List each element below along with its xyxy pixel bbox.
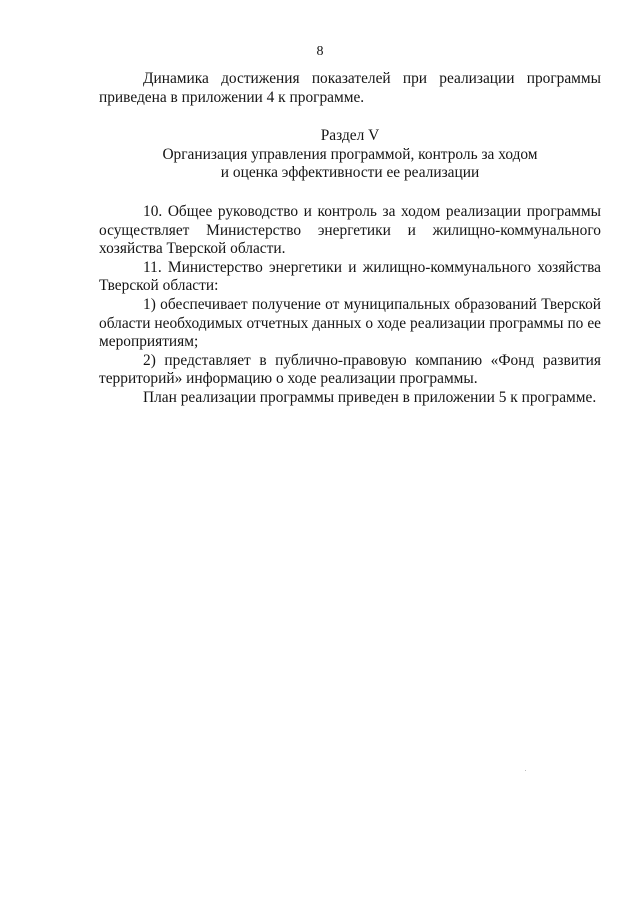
section-heading-line-1: Организация управления программой, контроль за ходом: [162, 145, 538, 163]
page-number: 8: [316, 44, 324, 59]
scan-speck: [525, 770, 526, 771]
document-body: [99, 70, 601, 408]
paragraph-plan: План реализации программы приведен в приложении 5 к программе.: [143, 388, 597, 406]
paragraph-11-item-2: 2) представляет в публично-правовую компанию «Фонд развития территорий» информацию о ходе реализации программы.: [99, 351, 601, 388]
section-title: Раздел V: [320, 127, 380, 145]
paragraph-11-item-1: 1) обеспечивает получение от муниципальных образований Тверской области необходимых отчетных данных о ходе реализации программы по ее мероприятиям;: [99, 295, 601, 351]
section-heading-line-2: и оценка эффективности ее реализации: [220, 164, 480, 182]
section-header: [99, 127, 601, 183]
paragraph-11: 11. Министерство энергетики и жилищно-коммунального хозяйства Тверской области:: [99, 258, 601, 295]
paragraph-10: 10. Общее руководство и контроль за ходом реализации программы осуществляет Министерство энергетики и жилищно-коммунального хозяйства Тверской области.: [99, 202, 601, 258]
intro-paragraph: Динамика достижения показателей при реализации программы приведена в приложении 4 к программе.: [99, 70, 601, 106]
